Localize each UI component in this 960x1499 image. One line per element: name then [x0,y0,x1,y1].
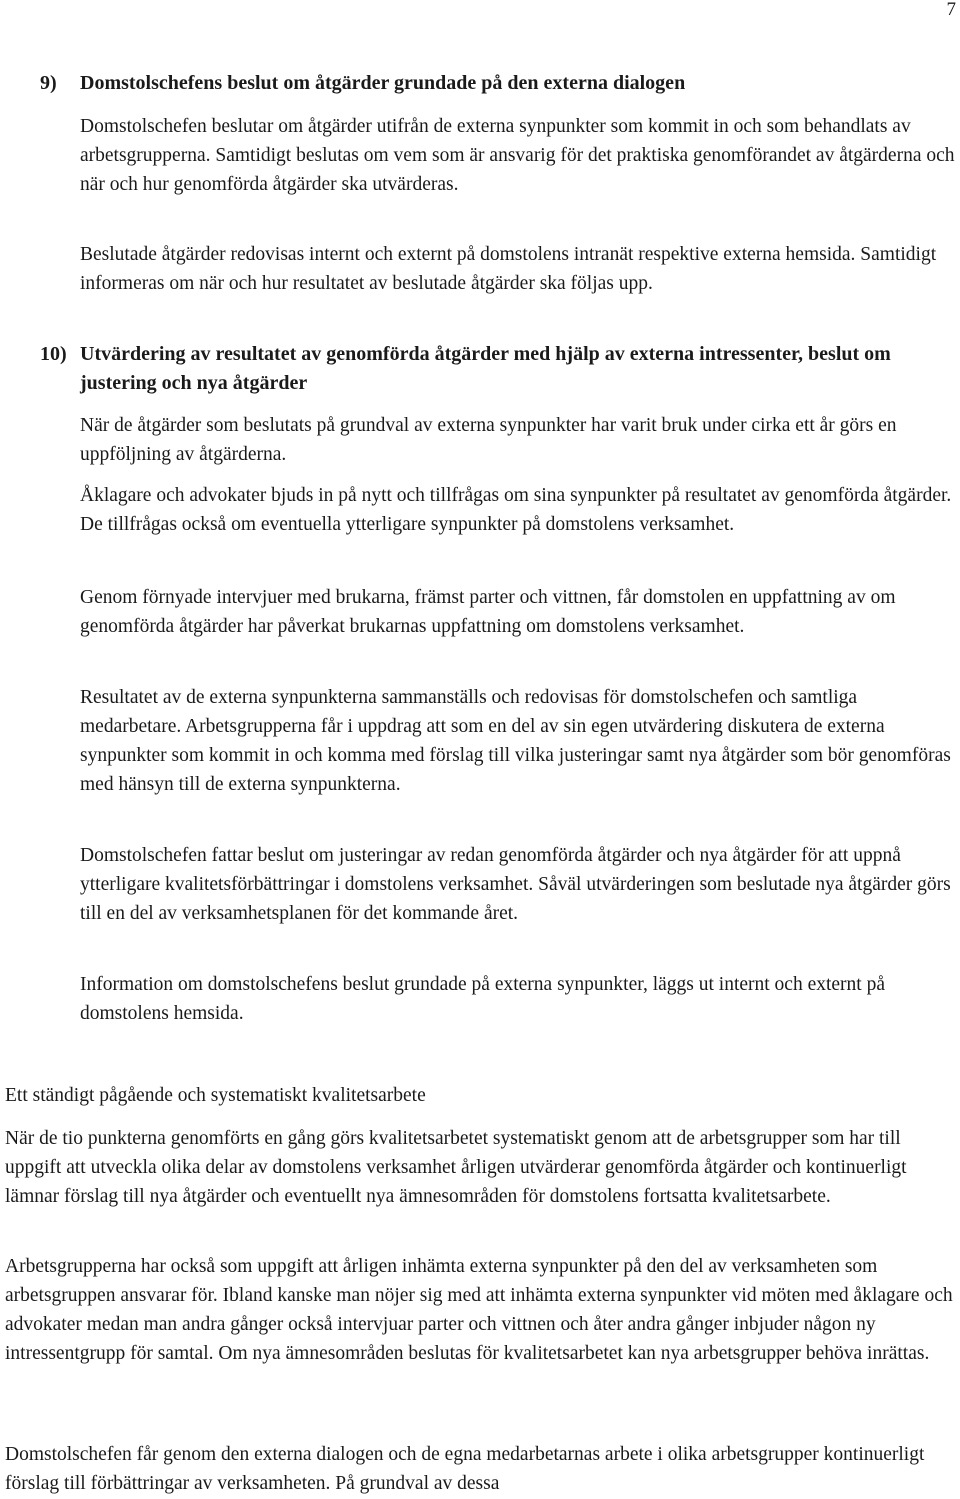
paragraph: Åklagare och advokater bjuds in på nytt och tillfrågas om sina synpunkter på resultatet av genomförda åtgärder. De tillfrågas också om eventuella ytterligare synpunkter på domstolens verksamhet. [80,485,952,535]
item-heading: Domstolschefens beslut om åtgärder grundade på den externa dialogen [80,72,686,94]
paragraph: Domstolschefen får genom den externa dialogen och de egna medarbetarnas arbete i olika arbetsgrupper kontinuerligt förslag till förbättringar av verksamheten. På grundval av dessa [5,1444,925,1494]
item-number: 10) [40,343,67,365]
paragraph: Domstolschefen fattar beslut om justeringar av redan genomförda åtgärder och nya åtgärder för att uppnå ytterligare kvalitetsförbättringar i domstolens verksamhet. Såväl utvärderingen som beslutade nya åtgärder görs till en del av verksamhetsplanen för det kommande året. [80,845,951,924]
paragraph: Domstolschefen beslutar om åtgärder utifrån de externa synpunkter som kommit in och som behandlats av arbetsgrupperna. Samtidigt beslutas om vem som är ansvarig för det praktiska genomförandet av åtgärderna och när och hur genomförda åtgärder ska utvärderas. [80,116,955,195]
paragraph: När de tio punkterna genomförts en gång görs kvalitetsarbetet systematiskt genom att de arbetsgrupper som har till uppgift att utveckla olika delar av domstolens verksamhet årligen utvärderar genomförda åtgärder och kontinuerligt lämnar förslag till nya åtgärder och eventuellt nya ämnesområden för domstolens fortsatta kvalitetsarbete. [5,1128,907,1207]
page-number: 7 [946,0,956,20]
section-title: Ett ständigt pågående och systematiskt kvalitetsarbete [5,1085,426,1106]
paragraph: Beslutade åtgärder redovisas internt och externt på domstolens intranät respektive externa hemsida. Samtidigt informeras om när och hur resultatet av beslutade åtgärder ska följas upp. [80,244,937,294]
paragraph: Information om domstolschefens beslut grundade på externa synpunkter, läggs ut internt och externt på domstolens hemsida. [80,974,886,1024]
paragraph: Resultatet av de externa synpunkterna sammanställs och redovisas för domstolschefen och samtliga medarbetare. Arbetsgrupperna får i uppdrag att som en del av sin egen utvärdering diskutera de externa synpunkter som kommit in och komma med förslag till vilka justeringar samt nya åtgärder som bör genomföras med hänsyn till de externa synpunkterna. [80,687,951,795]
paragraph: Arbetsgrupperna har också som uppgift att årligen inhämta externa synpunkter på den del av verksamheten som arbetsgruppen ansvarar för. Ibland kanske man nöjer sig med att inhämta externa synpunkter vid möten med åklagare och advokater medan man andra gånger också intervjuar parter och vittnen och åter andra gånger inbjuder någon ny intressentgrupp för samtal. Om nya ämnesområden beslutas för kvalitetsarbetet kan nya arbetsgrupper behöva inrättas. [5,1256,953,1364]
item-heading: Utvärdering av resultatet av genomförda åtgärder med hjälp av externa intressenter, beslut om justering och nya åtgärder [80,343,891,394]
item-number: 9) [40,72,57,94]
paragraph: När de åtgärder som beslutats på grundval av externa synpunkter har varit bruk under cirka ett år görs en uppföljning av åtgärderna. [80,415,897,465]
paragraph: Genom förnyade intervjuer med brukarna, främst parter och vittnen, får domstolen en uppfattning av om genomförda åtgärder har påverkat brukarnas uppfattning om domstolens verksamhet. [80,587,896,637]
